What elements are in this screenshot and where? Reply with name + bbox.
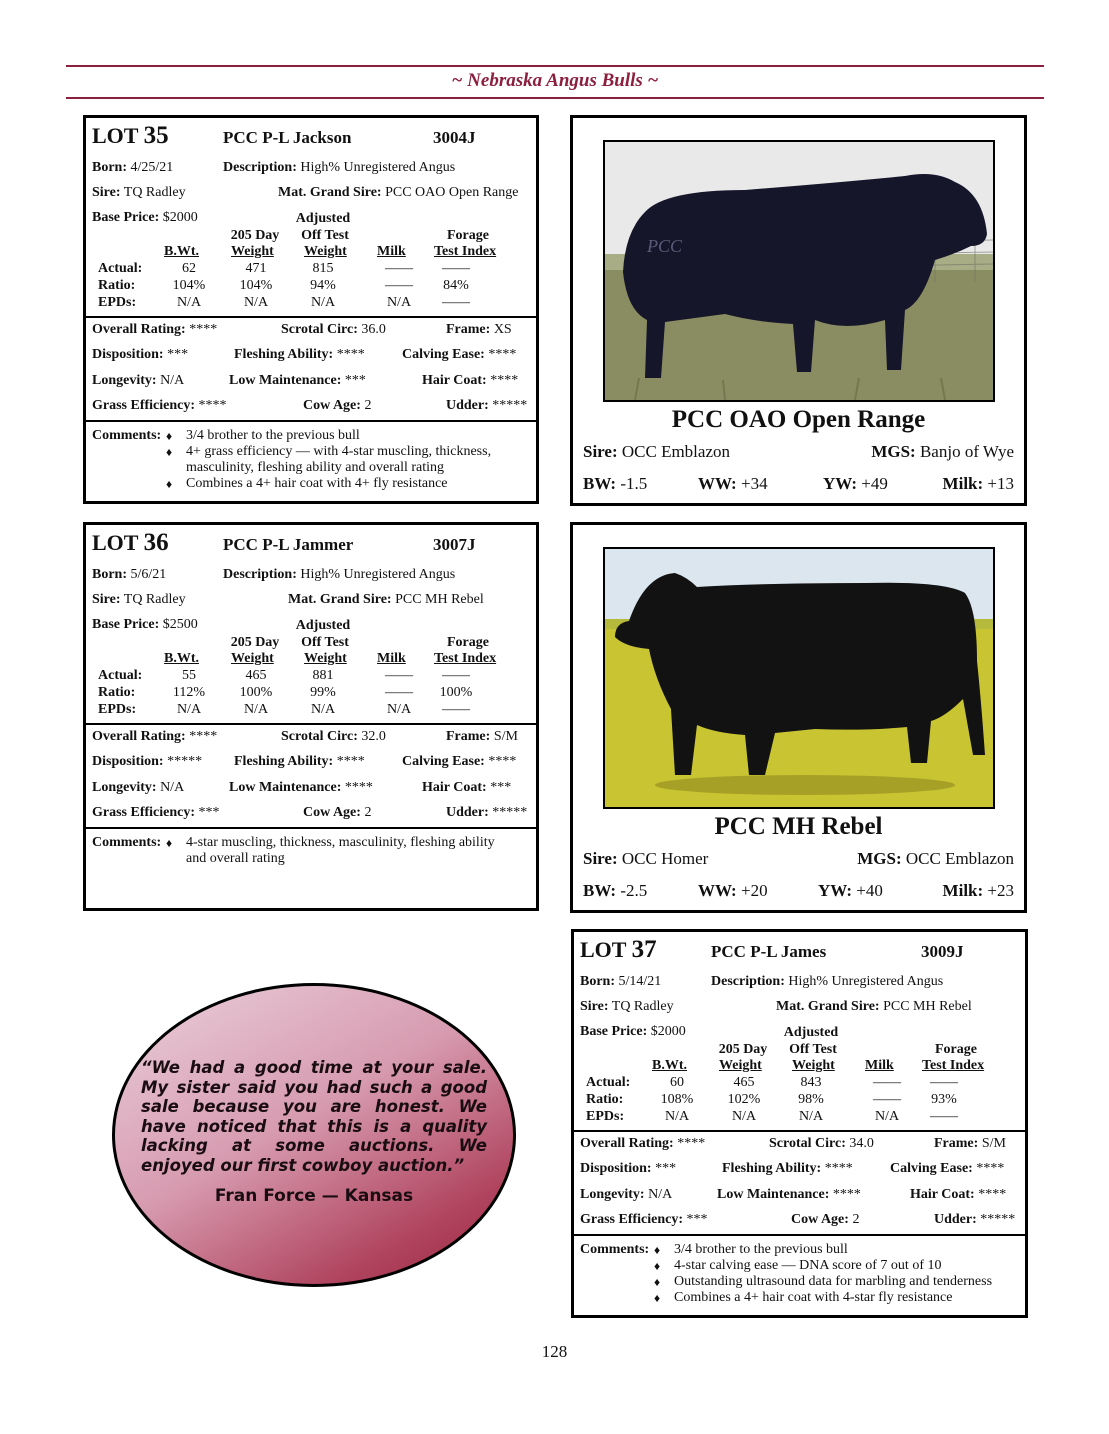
born: Born: 5/6/21 — [92, 567, 167, 582]
weight-205-value: N/A — [243, 702, 269, 717]
row-label: Ratio: — [98, 278, 136, 293]
adjusted-weight-value: 98% — [798, 1092, 824, 1107]
adjusted-weight-value: N/A — [798, 1109, 824, 1124]
adjusted-weight-value: 881 — [312, 668, 334, 683]
bull-photo-image — [605, 549, 993, 807]
sire-photo-card-open-range — [570, 115, 1027, 506]
row-label: Ratio: — [98, 685, 136, 700]
longevity: Longevity: N/A — [92, 373, 185, 388]
grass-efficiency: Grass Efficiency: *** — [580, 1212, 708, 1227]
bwt-value: 112% — [172, 685, 206, 700]
header-rule-bottom — [66, 97, 1044, 99]
comment-item: ♦ 4+ grass efficiency — with 4-star muscling, thickness, masculinity, fleshing ability and overall rating — [164, 444, 514, 476]
bull-photo — [603, 140, 995, 402]
milk-value: N/A — [386, 295, 412, 310]
col-header-bwt: B.Wt. — [164, 651, 199, 666]
udder: Udder: ***** — [446, 398, 528, 413]
weight-205-value: 104% — [239, 278, 273, 293]
row-label: EPDs: — [98, 295, 137, 310]
bull-tag: 3009J — [921, 942, 964, 961]
forage-index-value: 84% — [443, 278, 469, 293]
overall-rating: Overall Rating: **** — [580, 1136, 706, 1151]
row-label: Actual: — [98, 261, 143, 276]
col-header-205: Weight — [231, 244, 274, 259]
col-header-forage-top: Forage — [447, 228, 489, 243]
overall-rating: Overall Rating: **** — [92, 729, 218, 744]
col-header-offtest: Off Test — [301, 635, 349, 650]
comments-list — [164, 428, 514, 492]
col-header-bwt: B.Wt. — [164, 244, 199, 259]
comments-label: Comments: — [92, 428, 162, 443]
header-rule-top — [66, 65, 1044, 67]
adjusted-weight-value: 94% — [310, 278, 336, 293]
weight-205-value: 102% — [727, 1092, 761, 1107]
cow-age: Cow Age: 2 — [303, 805, 372, 820]
photo-ww: WW: +34 — [698, 474, 768, 493]
frame: Frame: XS — [446, 322, 512, 337]
comments-label: Comments: — [580, 1242, 650, 1257]
photo-milk: Milk: +13 — [942, 474, 1014, 493]
bull-photo-image — [605, 142, 993, 400]
longevity: Longevity: N/A — [580, 1187, 673, 1202]
born: Born: 5/14/21 — [580, 974, 662, 989]
page-header: ~ Nebraska Angus Bulls ~ — [451, 70, 659, 91]
hair-coat: Hair Coat: **** — [422, 373, 519, 388]
col-header-adjusted: Adjusted — [295, 618, 351, 633]
born: Born: 4/25/21 — [92, 160, 174, 175]
ratings — [86, 725, 536, 829]
adjusted-weight-value: 843 — [800, 1075, 822, 1090]
cow-age: Cow Age: 2 — [303, 398, 372, 413]
weight-205-value: N/A — [731, 1109, 757, 1124]
bwt-value: N/A — [664, 1109, 690, 1124]
col-header-forage: Test Index — [434, 244, 497, 259]
milk-value: —— — [385, 685, 413, 700]
description: Description: High% Unregistered Angus — [223, 567, 456, 582]
testimonial-author: Fran Force — Kansas — [214, 1186, 414, 1206]
bwt-value: N/A — [176, 702, 202, 717]
photo-bw: BW: -1.5 — [583, 474, 648, 493]
base-price: Base Price: $2000 — [580, 1024, 686, 1039]
sire: Sire: TQ Radley — [580, 999, 674, 1014]
col-header-adjusted: Adjusted — [295, 211, 351, 226]
ratings — [574, 1132, 1025, 1236]
col-header-205: Weight — [719, 1058, 762, 1073]
row-label: Ratio: — [586, 1092, 624, 1107]
col-header-adj: Weight — [304, 651, 347, 666]
scrotal-circ: Scrotal Circ: 34.0 — [769, 1136, 874, 1151]
calving-ease: Calving Ease: **** — [402, 754, 517, 769]
milk-value: —— — [873, 1092, 901, 1107]
grass-efficiency: Grass Efficiency: *** — [92, 805, 220, 820]
bull-tag: 3004J — [433, 128, 476, 147]
col-header-offtest: Off Test — [789, 1042, 837, 1057]
description: Description: High% Unregistered Angus — [711, 974, 944, 989]
fleshing-ability: Fleshing Ability: **** — [234, 754, 365, 769]
bwt-value: 108% — [660, 1092, 694, 1107]
disposition: Disposition: *** — [580, 1161, 677, 1176]
lot-info — [86, 525, 536, 725]
weight-205-value: 465 — [733, 1075, 755, 1090]
frame: Frame: S/M — [934, 1136, 1006, 1151]
photo-ww: WW: +20 — [698, 881, 768, 900]
bwt-value: 104% — [172, 278, 206, 293]
sire: Sire: TQ Radley — [92, 592, 186, 607]
photo-sire: Sire: OCC Emblazon — [583, 442, 731, 461]
bull-tag: 3007J — [433, 535, 476, 554]
col-header-adj: Weight — [792, 1058, 835, 1073]
hair-coat: Hair Coat: **** — [910, 1187, 1007, 1202]
calving-ease: Calving Ease: **** — [890, 1161, 1005, 1176]
fleshing-ability: Fleshing Ability: **** — [722, 1161, 853, 1176]
col-header-205: Weight — [231, 651, 274, 666]
milk-value: N/A — [874, 1109, 900, 1124]
col-header-205-top: 205 Day — [230, 228, 280, 243]
lot-37-card — [571, 929, 1028, 1318]
comment-item: ♦ 4-star muscling, thickness, masculinity, fleshing ability and overall rating — [164, 835, 514, 867]
bull-name: PCC P-L Jammer — [223, 535, 354, 554]
weight-205-value: 471 — [245, 261, 267, 276]
cow-age: Cow Age: 2 — [791, 1212, 860, 1227]
milk-value: —— — [873, 1075, 901, 1090]
lot-number: LOT 36 — [92, 529, 169, 556]
forage-index-value: —— — [930, 1109, 958, 1124]
comment-item: ♦ Combines a 4+ hair coat with 4-star fly resistance — [652, 1290, 1002, 1306]
col-header-forage: Test Index — [434, 651, 497, 666]
adjusted-weight-value: N/A — [310, 702, 336, 717]
forage-index-value: 100% — [439, 685, 473, 700]
milk-value: —— — [385, 278, 413, 293]
col-header-adj: Weight — [304, 244, 347, 259]
low-maintenance: Low Maintenance: **** — [229, 780, 373, 795]
milk-value: —— — [385, 668, 413, 683]
forage-index-value: —— — [442, 261, 470, 276]
adjusted-weight-value: 99% — [310, 685, 336, 700]
weight-205-value: 465 — [245, 668, 267, 683]
photo-bw: BW: -2.5 — [583, 881, 648, 900]
lot-info — [86, 118, 536, 318]
row-label: Actual: — [586, 1075, 631, 1090]
maternal-grand-sire: Mat. Grand Sire: PCC OAO Open Range — [278, 185, 519, 200]
col-header-milk: Milk — [377, 244, 406, 259]
comment-item: ♦ 3/4 brother to the previous bull — [652, 1242, 1002, 1258]
col-header-forage-top: Forage — [447, 635, 489, 650]
photo-mgs: MGS: OCC Emblazon — [857, 849, 1014, 868]
col-header-205-top: 205 Day — [230, 635, 280, 650]
low-maintenance: Low Maintenance: *** — [229, 373, 366, 388]
comment-item: ♦ Combines a 4+ hair coat with 4+ fly resistance — [164, 476, 514, 492]
frame: Frame: S/M — [446, 729, 518, 744]
description: Description: High% Unregistered Angus — [223, 160, 456, 175]
bwt-value: 62 — [182, 261, 196, 276]
testimonial-oval — [112, 983, 516, 1287]
col-header-bwt: B.Wt. — [652, 1058, 687, 1073]
lot-info — [574, 932, 1025, 1132]
disposition: Disposition: ***** — [92, 754, 203, 769]
maternal-grand-sire: Mat. Grand Sire: PCC MH Rebel — [776, 999, 972, 1014]
testimonial-quote: “We had a good time at your sale. My sister said you had such a good sale because you are honest. We have noticed that this is a quality lacking at some auctions. We enjoyed our first cowboy auction.” — [141, 1058, 487, 1175]
lot-36-card — [83, 522, 539, 911]
base-price: Base Price: $2000 — [92, 210, 198, 225]
adjusted-weight-value: 815 — [312, 261, 334, 276]
overall-rating: Overall Rating: **** — [92, 322, 218, 337]
comment-item: ♦ 3/4 brother to the previous bull — [164, 428, 514, 444]
forage-index-value: —— — [442, 295, 470, 310]
bwt-value: N/A — [176, 295, 202, 310]
photo-sire: Sire: OCC Homer — [583, 849, 709, 868]
photo-yw: YW: +49 — [823, 474, 888, 493]
col-header-milk: Milk — [865, 1058, 894, 1073]
col-header-205-top: 205 Day — [718, 1042, 768, 1057]
forage-index-value: —— — [442, 702, 470, 717]
comments-label: Comments: — [92, 835, 162, 850]
page-number: 128 — [541, 1342, 568, 1361]
calving-ease: Calving Ease: **** — [402, 347, 517, 362]
brand-mark: PCC — [647, 236, 683, 256]
bull-photo — [603, 547, 995, 809]
col-header-milk: Milk — [377, 651, 406, 666]
col-header-forage-top: Forage — [935, 1042, 977, 1057]
udder: Udder: ***** — [446, 805, 528, 820]
comments-list — [164, 835, 514, 867]
weight-205-value: N/A — [243, 295, 269, 310]
forage-index-value: —— — [442, 668, 470, 683]
scrotal-circ: Scrotal Circ: 36.0 — [281, 322, 386, 337]
lot-35-card — [83, 115, 539, 504]
bwt-value: 60 — [670, 1075, 684, 1090]
forage-index-value: 93% — [931, 1092, 957, 1107]
adjusted-weight-value: N/A — [310, 295, 336, 310]
base-price: Base Price: $2500 — [92, 617, 198, 632]
low-maintenance: Low Maintenance: **** — [717, 1187, 861, 1202]
row-label: Actual: — [98, 668, 143, 683]
forage-index-value: —— — [930, 1075, 958, 1090]
sire-photo-card-mh-rebel — [570, 522, 1027, 913]
disposition: Disposition: *** — [92, 347, 189, 362]
comment-item: ♦ Outstanding ultrasound data for marbling and tenderness — [652, 1274, 1002, 1290]
col-header-adjusted: Adjusted — [783, 1025, 839, 1040]
maternal-grand-sire: Mat. Grand Sire: PCC MH Rebel — [288, 592, 484, 607]
sire-photo-name: PCC MH Rebel — [714, 813, 883, 840]
photo-mgs: MGS: Banjo of Wye — [871, 442, 1014, 461]
photo-yw: YW: +40 — [818, 881, 883, 900]
bull-name: PCC P-L James — [711, 942, 827, 961]
col-header-forage: Test Index — [922, 1058, 985, 1073]
sire: Sire: TQ Radley — [92, 185, 186, 200]
row-label: EPDs: — [98, 702, 137, 717]
udder: Udder: ***** — [934, 1212, 1016, 1227]
grass-efficiency: Grass Efficiency: **** — [92, 398, 227, 413]
fleshing-ability: Fleshing Ability: **** — [234, 347, 365, 362]
bull-name: PCC P-L Jackson — [223, 128, 352, 147]
bwt-value: 55 — [182, 668, 196, 683]
milk-value: N/A — [386, 702, 412, 717]
hair-coat: Hair Coat: *** — [422, 780, 512, 795]
lot-number: LOT 37 — [580, 936, 657, 963]
col-header-offtest: Off Test — [301, 228, 349, 243]
sire-photo-name: PCC OAO Open Range — [671, 406, 926, 433]
milk-value: —— — [385, 261, 413, 276]
weight-205-value: 100% — [239, 685, 273, 700]
comments-list — [652, 1242, 1002, 1306]
photo-milk: Milk: +23 — [942, 881, 1014, 900]
ratings — [86, 318, 536, 422]
scrotal-circ: Scrotal Circ: 32.0 — [281, 729, 386, 744]
lot-number: LOT 35 — [92, 122, 169, 149]
longevity: Longevity: N/A — [92, 780, 185, 795]
row-label: EPDs: — [586, 1109, 625, 1124]
comment-item: ♦ 4-star calving ease — DNA score of 7 out of 10 — [652, 1258, 1002, 1274]
